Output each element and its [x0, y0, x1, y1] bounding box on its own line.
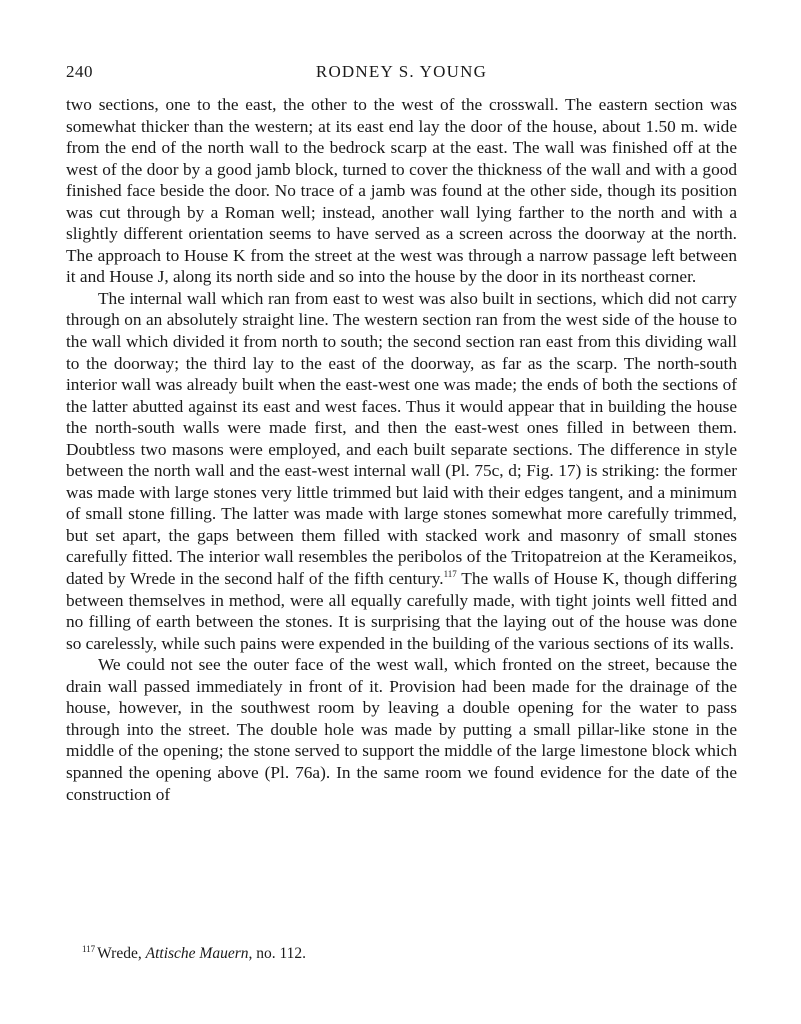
page-content [66, 58, 737, 805]
footnote [82, 944, 306, 964]
body-text [66, 94, 737, 805]
paragraph-3: We could not see the outer face of the west wall, which fronted on the street, because the drain wall passed immediately in front of it. Provision had been made for the drainage of the house, however, in the southwest room by leaving a double opening for the water to pass through into the street. The double hole was made by putting a small pillar-like stone in the middle of the opening; the stone served to support the middle of the large limestone block which spanned the opening above (Pl. 76a). In the same room we found evidence for the date of the construction of [66, 655, 737, 804]
footnote-author: Wrede, [97, 945, 142, 962]
footnote-title: Attische Mauern, [145, 945, 253, 962]
paragraph-2 [66, 288, 737, 654]
running-head: RODNEY S. YOUNG [315, 62, 488, 81]
page-header [66, 58, 737, 86]
footnote-reference[interactable]: 117 [443, 569, 457, 580]
paragraph-1: two sections, one to the east, the other to the west of the crosswall. The eastern section was somewhat thicker than the western; at its east end lay the door of the house, about 1.50 m. wide from the end of the north wall to the bedrock scarp at the east. The wall was finished off at the west of the door by a good jamb block, turned to cover the thickness of the wall and with a good finished face beside the door. No trace of a jamb was found at the other side, though its position was cut through by a Roman well; instead, another wall lying farther to the north and with a slightly different orientation seems to have served as a screen across the doorway at the north. The approach to House K from the street at the west was through a narrow passage left between it and House J, along its north side and so into the house by the door in its northeast corner. [66, 95, 737, 287]
footnote-rest: no. 112. [256, 945, 307, 962]
paragraph-2-text-a: The internal wall which ran from east to west was also built in sections, which did not carry through on an absolutely straight line. The western section ran from the west side of the house to the wall which divided it from north to south; the second section ran east from this dividing wall to the doorway; the third lay to the east of the doorway, as far as the scarp. The north-south interior wall was already built when the east-west one was made; the ends of both the sections of the latter abutted against its east and west faces. Thus it would appear that in building the house the north-south walls were made first, and then the east-west ones filled in between them. Doubtless two masons were employed, and each built separate sections. The difference in style between the north wall and the east-west internal wall (Pl. 75c, d; Fig. 17) is striking: the former was made with large stones very little trimmed but laid with their edges tangent, and a minimum of small stone filling. The latter was made with large stones somewhat more carefully trimmed, but set apart, the gaps between them filled with stacked work and masonry of small stones carefully fitted. The interior wall resembles the peribolos of the Tritopatreion at the Kerameikos, dated by Wrede in the second half of the fifth century. [66, 288, 737, 589]
footnote-number: 117 [82, 944, 96, 954]
paragraph-2-text-b: The walls of House K, though differing between themselves in method, were all equally carefully made, with tight joints well fitted and no filling of earth between the stones. It is surprising that the laying out of the house was done so carelessly, while such pains were expended in the building of the various sections of its walls. [66, 569, 738, 653]
page-number: 240 [66, 62, 93, 81]
